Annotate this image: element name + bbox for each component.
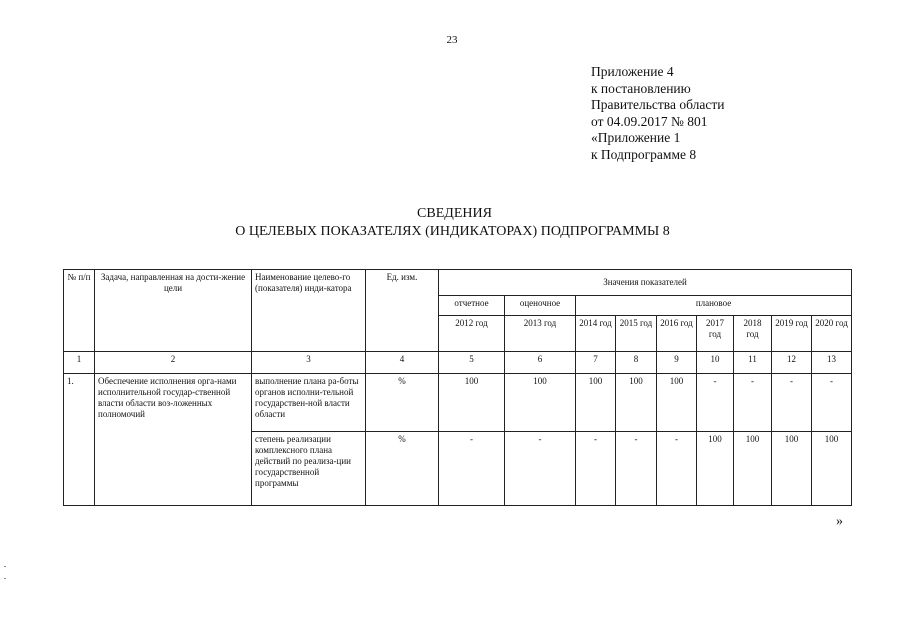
attachment-note <box>591 64 724 164</box>
row-value: - <box>505 432 576 506</box>
column-number-row <box>64 352 852 374</box>
row-indicator: степень реализации комплексного плана действий по реализа-ции государственной программы <box>252 432 366 506</box>
attachment-line: «Приложение 1 <box>591 130 681 146</box>
column-number: 5 <box>439 352 505 374</box>
header-year: 2015 год <box>616 316 657 352</box>
attachment-line: Приложение 4 <box>591 64 674 79</box>
row-value: 100 <box>616 374 657 432</box>
row-value: 100 <box>576 374 616 432</box>
row-value: 100 <box>505 374 576 432</box>
column-number: 10 <box>697 352 734 374</box>
header-year: 2019 год <box>772 316 812 352</box>
scan-mark <box>4 578 6 579</box>
header-values: Значения показателей <box>439 270 852 296</box>
row-unit: % <box>366 432 439 506</box>
header-year: 2012 год <box>439 316 505 352</box>
header-year: 2020 год <box>812 316 852 352</box>
attachment-line: от 04.09.2017 № 801 <box>591 113 708 129</box>
indicators-table <box>63 269 852 506</box>
header-estimated: оценочное <box>505 296 576 316</box>
row-num: 1. <box>64 374 95 506</box>
scan-mark <box>4 566 6 567</box>
row-value: - <box>772 374 812 432</box>
header-year: 2013 год <box>505 316 576 352</box>
row-value: - <box>697 374 734 432</box>
column-number: 8 <box>616 352 657 374</box>
attachment-line: Правительства области <box>591 97 725 113</box>
column-number: 12 <box>772 352 812 374</box>
header-year: 2014 год <box>576 316 616 352</box>
header-year: 2017 год <box>697 316 734 352</box>
header-year: 2018 год <box>734 316 772 352</box>
document-title <box>0 205 905 241</box>
row-value: - <box>439 432 505 506</box>
header-reported: отчетное <box>439 296 505 316</box>
column-number: 9 <box>657 352 697 374</box>
column-number: 2 <box>95 352 252 374</box>
title-line-1: СВЕДЕНИЯ <box>417 206 492 221</box>
row-value: 100 <box>812 432 852 506</box>
header-unit: Ед. изм. <box>366 270 439 352</box>
column-number: 7 <box>576 352 616 374</box>
row-value: 100 <box>657 374 697 432</box>
column-number: 4 <box>366 352 439 374</box>
column-number: 13 <box>812 352 852 374</box>
row-value: - <box>576 432 616 506</box>
column-number: 1 <box>64 352 95 374</box>
header-indicator: Наименование целево-го (показателя) инди-катора <box>252 270 366 352</box>
header-task: Задача, направленная на дости-жение цели <box>95 270 252 352</box>
row-value: 100 <box>734 432 772 506</box>
header-planned: плановое <box>576 296 852 316</box>
header-num: № п/п <box>64 270 95 352</box>
row-value: 100 <box>697 432 734 506</box>
row-task: Обеспечение исполнения орга-нами исполнительной государ-ственной власти области воз-ложенных полномочий <box>95 374 252 506</box>
title-line-2: О ЦЕЛЕВЫХ ПОКАЗАТЕЛЯХ (ИНДИКАТОРАХ) ПОДПРОГРАММЫ 8 <box>235 224 670 239</box>
header-year: 2016 год <box>657 316 697 352</box>
row-unit: % <box>366 374 439 432</box>
row-value: - <box>616 432 657 506</box>
attachment-line: к Подпрограмме 8 <box>591 146 697 162</box>
row-value: - <box>657 432 697 506</box>
row-value: 100 <box>772 432 812 506</box>
row-value: 100 <box>439 374 505 432</box>
attachment-line: к постановлению <box>591 80 691 96</box>
row-indicator: выполнение плана ра-боты органов исполни-тельной государствен-ной власти области <box>252 374 366 432</box>
page-number: 23 <box>446 34 458 46</box>
column-number: 11 <box>734 352 772 374</box>
column-number: 3 <box>252 352 366 374</box>
table-row <box>64 374 852 432</box>
column-number: 6 <box>505 352 576 374</box>
closing-quote: » <box>836 514 843 529</box>
row-value: - <box>812 374 852 432</box>
row-value: - <box>734 374 772 432</box>
